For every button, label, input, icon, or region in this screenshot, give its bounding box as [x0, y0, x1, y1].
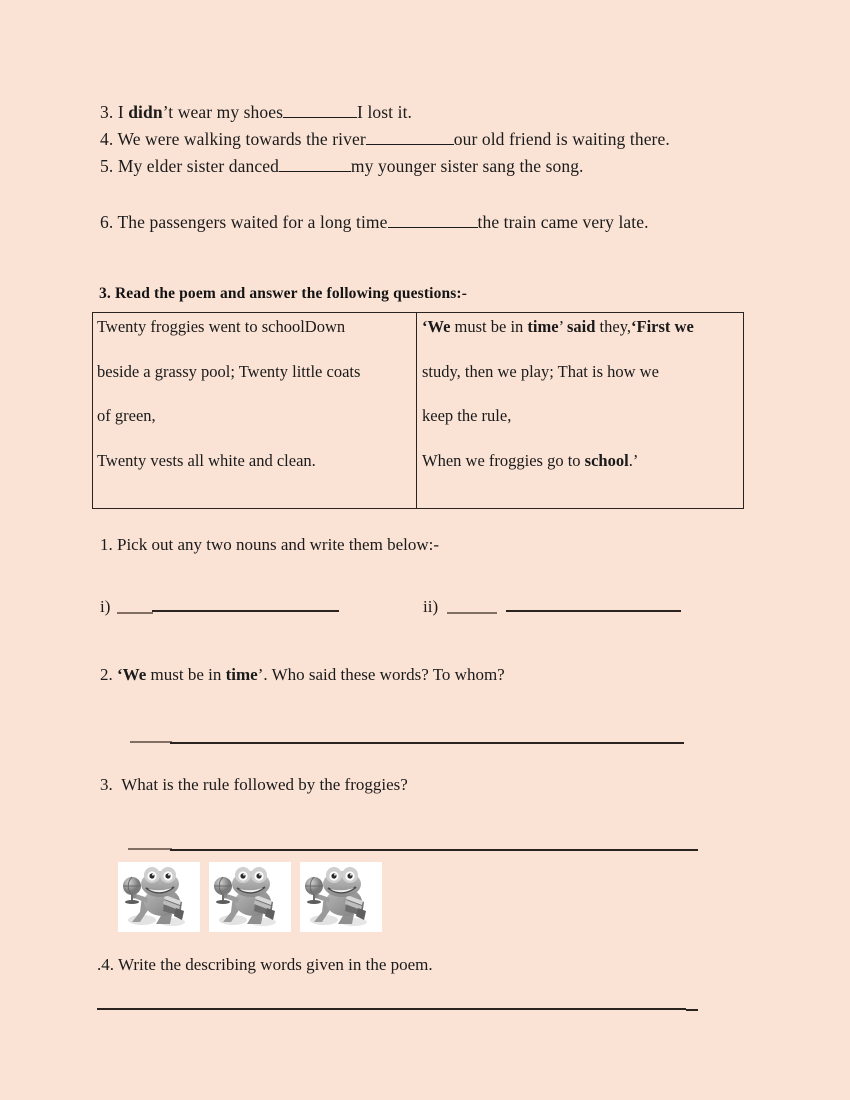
poem-question-1	[100, 535, 439, 555]
section-heading-read-the-poem: 3. Read the poem and answer the following questions:-	[99, 285, 468, 302]
answer-blank-5[interactable]	[279, 155, 351, 172]
poem-question-1-text: Pick out any two nouns and write them below:-	[117, 535, 440, 554]
question-text-3a: I	[117, 102, 129, 123]
poem-line: of green,	[97, 406, 156, 425]
poem-line	[422, 408, 743, 453]
poem-question-1-number: 1.	[100, 535, 113, 554]
answer-rule-4-tick[interactable]	[686, 1009, 698, 1011]
poem-table	[92, 312, 744, 509]
poem-line	[422, 450, 743, 498]
answer-rule-2[interactable]	[170, 742, 684, 744]
poem-question-4	[97, 955, 433, 975]
poem-question-3	[100, 775, 408, 795]
answer-rule-3[interactable]	[170, 849, 698, 851]
fill-in-question-5	[100, 155, 584, 177]
poem-line	[422, 319, 743, 364]
answer-rule-4[interactable]	[97, 1008, 686, 1010]
plain-text: ’. Who said these words? To whom?	[257, 665, 505, 684]
poem-question-3-number: 3.	[100, 775, 113, 794]
answer-blank-3[interactable]	[283, 101, 357, 118]
frog-image-1	[118, 862, 200, 932]
poem-line: beside a grassy pool; Twenty little coats	[97, 361, 361, 381]
poem-cell-right	[417, 313, 743, 508]
question-text-4b: our old friend is waiting there.	[453, 129, 670, 150]
fill-in-question-4	[100, 128, 670, 150]
plain-text: When we froggies go to	[422, 450, 585, 470]
answer-rule-3-short[interactable]	[128, 848, 172, 850]
answer-rule-ii-short[interactable]	[447, 612, 497, 614]
emphasised-text: school	[584, 450, 629, 470]
plain-text: ’	[558, 317, 567, 336]
poem-line: Twenty froggies went to schoolDown	[97, 317, 346, 336]
poem-question-2	[100, 665, 505, 685]
poem-question-2-number: 2.	[100, 665, 113, 684]
question-number-5: 5.	[100, 156, 114, 177]
question-text-6b: the train came very late.	[477, 212, 649, 233]
poem-line: Twenty vests all white and clean.	[97, 450, 316, 470]
plain-text: they,	[595, 317, 632, 336]
poem-question-2-text	[117, 665, 505, 684]
question-number-4: 4.	[100, 129, 114, 150]
plain-text: study, then we play; That is how we	[422, 361, 659, 381]
plain-text: must be in	[450, 317, 528, 336]
question-number-3: 3.	[100, 102, 114, 123]
frog-image-3	[300, 862, 382, 932]
question-text-3b: ’t wear my shoes	[162, 102, 284, 123]
question-text-3c: I lost it.	[357, 102, 413, 123]
answer-rule-2-short[interactable]	[130, 741, 172, 743]
frog-with-globe-icon	[209, 862, 291, 932]
plain-text: must be in	[146, 665, 226, 684]
emphasised-text: said	[566, 317, 596, 336]
answer-rule-ii[interactable]	[506, 610, 681, 612]
emphasised-text: time	[527, 317, 559, 336]
question-text-6a: The passengers waited for a long time	[117, 212, 388, 233]
fill-in-question-3	[100, 101, 412, 123]
frog-image-2	[209, 862, 291, 932]
answer-rule-i-short[interactable]	[117, 612, 153, 614]
answer-label-ii: ii)	[423, 597, 439, 616]
emphasised-text: ‘We	[422, 317, 451, 336]
emphasised-text: ‘We	[117, 665, 147, 684]
poem-question-4-text: Write the describing words given in the poem.	[117, 955, 433, 974]
question-text-4a: We were walking towards the river	[117, 129, 366, 150]
question-text-5b: my younger sister sang the song.	[350, 156, 584, 177]
answer-rule-i[interactable]	[152, 610, 339, 612]
question-text-5a: My elder sister danced	[117, 156, 279, 177]
poem-line	[422, 361, 743, 409]
frog-with-globe-icon	[300, 862, 382, 932]
emphasised-text: time	[225, 665, 258, 684]
plain-text: .’	[628, 450, 639, 470]
frog-with-globe-icon	[118, 862, 200, 932]
poem-question-4-number: .4.	[97, 955, 114, 974]
poem-question-3-text: What is the rule followed by the froggies?	[121, 775, 408, 794]
answer-label-i: i)	[100, 597, 111, 616]
poem-cell-left	[93, 313, 417, 508]
frog-image-row	[118, 862, 382, 932]
emphasised-text: ‘First we	[631, 317, 694, 336]
answer-blank-4[interactable]	[366, 128, 454, 145]
plain-text: keep the rule,	[422, 406, 512, 425]
fill-in-question-6	[100, 211, 649, 233]
question-number-6: 6.	[100, 212, 114, 233]
question-bold-3: didn	[128, 102, 163, 123]
answer-blank-6[interactable]	[388, 211, 478, 228]
